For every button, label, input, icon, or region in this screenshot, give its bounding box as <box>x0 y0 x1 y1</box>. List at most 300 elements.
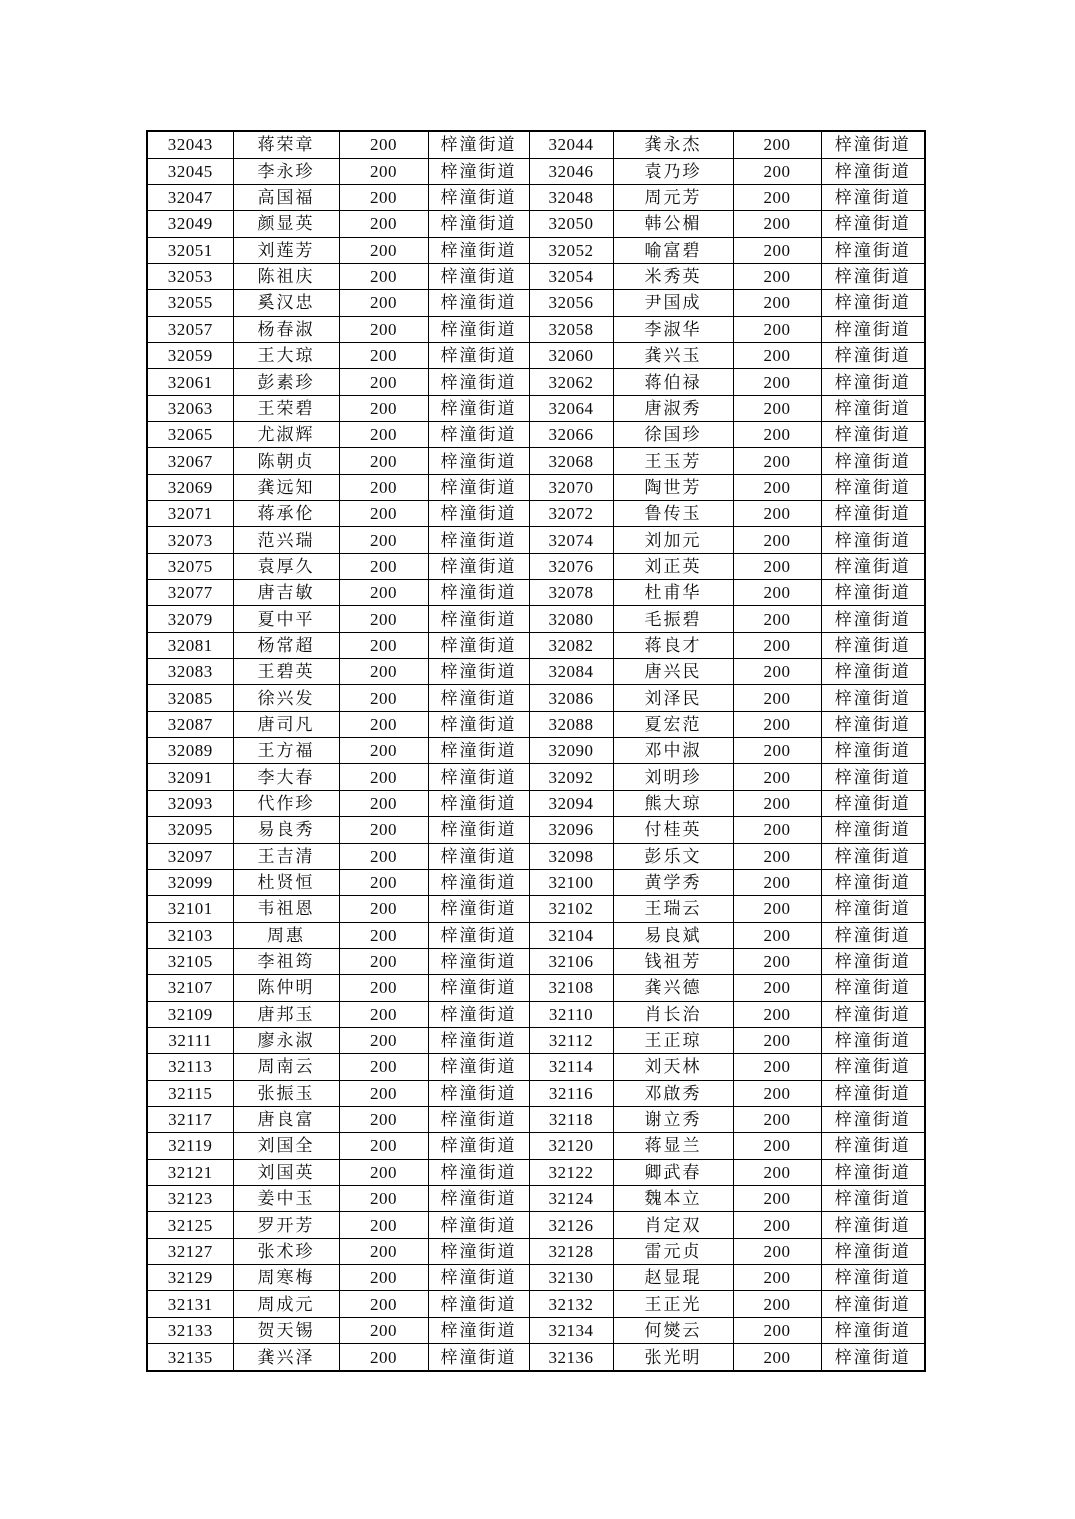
serial-cell: 32066 <box>529 422 613 448</box>
district-cell: 梓潼街道 <box>821 369 925 395</box>
serial-cell: 32062 <box>529 369 613 395</box>
amount-cell: 200 <box>733 1027 821 1053</box>
amount-cell: 200 <box>733 922 821 948</box>
serial-cell: 32116 <box>529 1080 613 1106</box>
amount-cell: 200 <box>339 1080 428 1106</box>
name-cell: 王吉清 <box>233 843 339 869</box>
serial-cell: 32056 <box>529 290 613 316</box>
amount-cell: 200 <box>733 1054 821 1080</box>
district-cell: 梓潼街道 <box>428 580 529 606</box>
serial-cell: 32068 <box>529 448 613 474</box>
serial-cell: 32093 <box>147 790 233 816</box>
amount-cell: 200 <box>339 1133 428 1159</box>
serial-cell: 32112 <box>529 1027 613 1053</box>
name-cell: 王瑞云 <box>613 896 733 922</box>
name-cell: 范兴瑞 <box>233 527 339 553</box>
name-cell: 周元芳 <box>613 184 733 210</box>
district-cell: 梓潼街道 <box>821 211 925 237</box>
amount-cell: 200 <box>339 1185 428 1211</box>
district-cell: 梓潼街道 <box>428 184 529 210</box>
name-cell: 王大琼 <box>233 342 339 368</box>
serial-cell: 32065 <box>147 422 233 448</box>
amount-cell: 200 <box>339 1001 428 1027</box>
table-row <box>147 1291 925 1317</box>
table-row <box>147 474 925 500</box>
name-cell: 李大春 <box>233 764 339 790</box>
serial-cell: 32070 <box>529 474 613 500</box>
name-cell: 米秀英 <box>613 263 733 289</box>
serial-cell: 32102 <box>529 896 613 922</box>
name-cell: 李永珍 <box>233 158 339 184</box>
name-cell: 蒋承伦 <box>233 501 339 527</box>
amount-cell: 200 <box>339 1291 428 1317</box>
name-cell: 钱祖芳 <box>613 948 733 974</box>
serial-cell: 32078 <box>529 580 613 606</box>
amount-cell: 200 <box>339 896 428 922</box>
name-cell: 颜显英 <box>233 211 339 237</box>
amount-cell: 200 <box>733 764 821 790</box>
table-row <box>147 817 925 843</box>
table-row <box>147 1212 925 1238</box>
district-cell: 梓潼街道 <box>821 685 925 711</box>
name-cell: 魏本立 <box>613 1185 733 1211</box>
serial-cell: 32108 <box>529 975 613 1001</box>
amount-cell: 200 <box>339 1106 428 1132</box>
name-cell: 谢立秀 <box>613 1106 733 1132</box>
amount-cell: 200 <box>339 632 428 658</box>
serial-cell: 32044 <box>529 131 613 158</box>
table-row <box>147 395 925 421</box>
serial-cell: 32067 <box>147 448 233 474</box>
amount-cell: 200 <box>339 395 428 421</box>
serial-cell: 32098 <box>529 843 613 869</box>
table-row <box>147 606 925 632</box>
serial-cell: 32103 <box>147 922 233 948</box>
table-row <box>147 527 925 553</box>
table-row <box>147 711 925 737</box>
serial-cell: 32053 <box>147 263 233 289</box>
amount-cell: 200 <box>339 869 428 895</box>
serial-cell: 32122 <box>529 1159 613 1185</box>
serial-cell: 32096 <box>529 817 613 843</box>
amount-cell: 200 <box>733 659 821 685</box>
amount-cell: 200 <box>733 1159 821 1185</box>
serial-cell: 32075 <box>147 553 233 579</box>
name-cell: 龚远知 <box>233 474 339 500</box>
amount-cell: 200 <box>339 474 428 500</box>
serial-cell: 32118 <box>529 1106 613 1132</box>
serial-cell: 32132 <box>529 1291 613 1317</box>
serial-cell: 32072 <box>529 501 613 527</box>
name-cell: 韦祖恩 <box>233 896 339 922</box>
serial-cell: 32101 <box>147 896 233 922</box>
district-cell: 梓潼街道 <box>821 1027 925 1053</box>
name-cell: 王玉芳 <box>613 448 733 474</box>
name-cell: 蒋伯禄 <box>613 369 733 395</box>
district-cell: 梓潼街道 <box>428 131 529 158</box>
district-cell: 梓潼街道 <box>821 1238 925 1264</box>
name-cell: 杨常超 <box>233 632 339 658</box>
name-cell: 陈祖庆 <box>233 263 339 289</box>
table-row <box>147 843 925 869</box>
name-cell: 刘天林 <box>613 1054 733 1080</box>
table-row <box>147 1001 925 1027</box>
name-cell: 唐兴民 <box>613 659 733 685</box>
district-cell: 梓潼街道 <box>428 316 529 342</box>
district-cell: 梓潼街道 <box>821 922 925 948</box>
name-cell: 李祖筠 <box>233 948 339 974</box>
serial-cell: 32090 <box>529 738 613 764</box>
amount-cell: 200 <box>733 975 821 1001</box>
amount-cell: 200 <box>339 342 428 368</box>
serial-cell: 32046 <box>529 158 613 184</box>
name-cell: 邓中淑 <box>613 738 733 764</box>
name-cell: 高国福 <box>233 184 339 210</box>
serial-cell: 32117 <box>147 1106 233 1132</box>
amount-cell: 200 <box>733 869 821 895</box>
district-cell: 梓潼街道 <box>821 764 925 790</box>
serial-cell: 32069 <box>147 474 233 500</box>
table-row <box>147 158 925 184</box>
serial-cell: 32123 <box>147 1185 233 1211</box>
serial-cell: 32104 <box>529 922 613 948</box>
serial-cell: 32131 <box>147 1291 233 1317</box>
name-cell: 周南云 <box>233 1054 339 1080</box>
serial-cell: 32110 <box>529 1001 613 1027</box>
amount-cell: 200 <box>339 501 428 527</box>
district-cell: 梓潼街道 <box>821 316 925 342</box>
name-cell: 龚永杰 <box>613 131 733 158</box>
name-cell: 蒋荣章 <box>233 131 339 158</box>
district-cell: 梓潼街道 <box>821 158 925 184</box>
amount-cell: 200 <box>339 211 428 237</box>
table-row <box>147 1265 925 1291</box>
table-row <box>147 448 925 474</box>
table-row <box>147 131 925 158</box>
amount-cell: 200 <box>339 131 428 158</box>
table-row <box>147 922 925 948</box>
table-row <box>147 580 925 606</box>
table-row <box>147 501 925 527</box>
district-cell: 梓潼街道 <box>821 448 925 474</box>
name-cell: 袁乃珍 <box>613 158 733 184</box>
amount-cell: 200 <box>339 527 428 553</box>
serial-cell: 32111 <box>147 1027 233 1053</box>
serial-cell: 32079 <box>147 606 233 632</box>
district-cell: 梓潼街道 <box>821 1001 925 1027</box>
name-cell: 刘加元 <box>613 527 733 553</box>
amount-cell: 200 <box>339 790 428 816</box>
serial-cell: 32058 <box>529 316 613 342</box>
district-cell: 梓潼街道 <box>428 1106 529 1132</box>
name-cell: 陈仲明 <box>233 975 339 1001</box>
district-cell: 梓潼街道 <box>428 659 529 685</box>
district-cell: 梓潼街道 <box>821 632 925 658</box>
table-row <box>147 685 925 711</box>
table-row <box>147 290 925 316</box>
amount-cell: 200 <box>733 263 821 289</box>
district-cell: 梓潼街道 <box>428 817 529 843</box>
district-cell: 梓潼街道 <box>821 975 925 1001</box>
district-cell: 梓潼街道 <box>428 1159 529 1185</box>
serial-cell: 32106 <box>529 948 613 974</box>
district-cell: 梓潼街道 <box>821 817 925 843</box>
table-row <box>147 869 925 895</box>
serial-cell: 32077 <box>147 580 233 606</box>
serial-cell: 32048 <box>529 184 613 210</box>
serial-cell: 32105 <box>147 948 233 974</box>
district-cell: 梓潼街道 <box>428 553 529 579</box>
serial-cell: 32133 <box>147 1317 233 1343</box>
name-cell: 刘泽民 <box>613 685 733 711</box>
table-row <box>147 263 925 289</box>
serial-cell: 32099 <box>147 869 233 895</box>
district-cell: 梓潼街道 <box>428 1001 529 1027</box>
amount-cell: 200 <box>733 1265 821 1291</box>
district-cell: 梓潼街道 <box>428 474 529 500</box>
roster-table <box>146 130 926 1372</box>
serial-cell: 32060 <box>529 342 613 368</box>
district-cell: 梓潼街道 <box>428 922 529 948</box>
name-cell: 张术珍 <box>233 1238 339 1264</box>
district-cell: 梓潼街道 <box>821 1265 925 1291</box>
district-cell: 梓潼街道 <box>428 1317 529 1343</box>
amount-cell: 200 <box>733 738 821 764</box>
amount-cell: 200 <box>733 237 821 263</box>
district-cell: 梓潼街道 <box>428 1185 529 1211</box>
amount-cell: 200 <box>339 1317 428 1343</box>
district-cell: 梓潼街道 <box>428 896 529 922</box>
amount-cell: 200 <box>339 1238 428 1264</box>
name-cell: 刘国英 <box>233 1159 339 1185</box>
amount-cell: 200 <box>339 764 428 790</box>
serial-cell: 32076 <box>529 553 613 579</box>
name-cell: 唐淑秀 <box>613 395 733 421</box>
district-cell: 梓潼街道 <box>821 1054 925 1080</box>
district-cell: 梓潼街道 <box>428 422 529 448</box>
district-cell: 梓潼街道 <box>821 606 925 632</box>
amount-cell: 200 <box>339 1159 428 1185</box>
district-cell: 梓潼街道 <box>821 131 925 158</box>
name-cell: 杜甫华 <box>613 580 733 606</box>
amount-cell: 200 <box>733 1344 821 1371</box>
district-cell: 梓潼街道 <box>821 1106 925 1132</box>
serial-cell: 32063 <box>147 395 233 421</box>
name-cell: 周惠 <box>233 922 339 948</box>
serial-cell: 32128 <box>529 1238 613 1264</box>
amount-cell: 200 <box>339 158 428 184</box>
district-cell: 梓潼街道 <box>428 790 529 816</box>
district-cell: 梓潼街道 <box>821 342 925 368</box>
serial-cell: 32086 <box>529 685 613 711</box>
amount-cell: 200 <box>733 290 821 316</box>
amount-cell: 200 <box>733 553 821 579</box>
table-row <box>147 790 925 816</box>
name-cell: 鲁传玉 <box>613 501 733 527</box>
table-row <box>147 1133 925 1159</box>
district-cell: 梓潼街道 <box>428 685 529 711</box>
serial-cell: 32136 <box>529 1344 613 1371</box>
district-cell: 梓潼街道 <box>821 184 925 210</box>
serial-cell: 32092 <box>529 764 613 790</box>
name-cell: 张光明 <box>613 1344 733 1371</box>
district-cell: 梓潼街道 <box>428 632 529 658</box>
serial-cell: 32052 <box>529 237 613 263</box>
serial-cell: 32087 <box>147 711 233 737</box>
serial-cell: 32089 <box>147 738 233 764</box>
name-cell: 刘莲芳 <box>233 237 339 263</box>
amount-cell: 200 <box>733 211 821 237</box>
name-cell: 王碧英 <box>233 659 339 685</box>
amount-cell: 200 <box>339 369 428 395</box>
name-cell: 龚兴德 <box>613 975 733 1001</box>
amount-cell: 200 <box>733 1001 821 1027</box>
serial-cell: 32100 <box>529 869 613 895</box>
table-row <box>147 1080 925 1106</box>
serial-cell: 32119 <box>147 1133 233 1159</box>
name-cell: 奚汉忠 <box>233 290 339 316</box>
district-cell: 梓潼街道 <box>428 948 529 974</box>
district-cell: 梓潼街道 <box>821 501 925 527</box>
district-cell: 梓潼街道 <box>428 263 529 289</box>
district-cell: 梓潼街道 <box>821 659 925 685</box>
district-cell: 梓潼街道 <box>428 1291 529 1317</box>
district-cell: 梓潼街道 <box>821 290 925 316</box>
name-cell: 陈朝贞 <box>233 448 339 474</box>
name-cell: 毛振碧 <box>613 606 733 632</box>
amount-cell: 200 <box>339 290 428 316</box>
amount-cell: 200 <box>733 1106 821 1132</box>
amount-cell: 200 <box>339 1344 428 1371</box>
district-cell: 梓潼街道 <box>428 1265 529 1291</box>
table-row <box>147 659 925 685</box>
serial-cell: 32127 <box>147 1238 233 1264</box>
amount-cell: 200 <box>339 448 428 474</box>
roster-table-body <box>147 131 925 1371</box>
table-row <box>147 553 925 579</box>
district-cell: 梓潼街道 <box>821 395 925 421</box>
amount-cell: 200 <box>733 632 821 658</box>
district-cell: 梓潼街道 <box>428 342 529 368</box>
serial-cell: 32094 <box>529 790 613 816</box>
table-row <box>147 948 925 974</box>
name-cell: 易良斌 <box>613 922 733 948</box>
district-cell: 梓潼街道 <box>821 422 925 448</box>
name-cell: 何爕云 <box>613 1317 733 1343</box>
district-cell: 梓潼街道 <box>428 158 529 184</box>
serial-cell: 32082 <box>529 632 613 658</box>
serial-cell: 32091 <box>147 764 233 790</box>
table-row <box>147 237 925 263</box>
name-cell: 唐司凡 <box>233 711 339 737</box>
amount-cell: 200 <box>733 896 821 922</box>
amount-cell: 200 <box>339 948 428 974</box>
amount-cell: 200 <box>339 738 428 764</box>
table-row <box>147 316 925 342</box>
name-cell: 刘国全 <box>233 1133 339 1159</box>
amount-cell: 200 <box>339 606 428 632</box>
name-cell: 代作珍 <box>233 790 339 816</box>
table-row <box>147 632 925 658</box>
district-cell: 梓潼街道 <box>428 711 529 737</box>
district-cell: 梓潼街道 <box>428 869 529 895</box>
district-cell: 梓潼街道 <box>821 738 925 764</box>
name-cell: 熊大琼 <box>613 790 733 816</box>
amount-cell: 200 <box>339 422 428 448</box>
amount-cell: 200 <box>339 817 428 843</box>
table-row <box>147 1317 925 1343</box>
district-cell: 梓潼街道 <box>428 764 529 790</box>
serial-cell: 32080 <box>529 606 613 632</box>
table-row <box>147 1159 925 1185</box>
amount-cell: 200 <box>733 606 821 632</box>
serial-cell: 32083 <box>147 659 233 685</box>
serial-cell: 32057 <box>147 316 233 342</box>
name-cell: 喻富碧 <box>613 237 733 263</box>
district-cell: 梓潼街道 <box>821 553 925 579</box>
amount-cell: 200 <box>733 817 821 843</box>
serial-cell: 32055 <box>147 290 233 316</box>
amount-cell: 200 <box>339 659 428 685</box>
serial-cell: 32059 <box>147 342 233 368</box>
name-cell: 周寒梅 <box>233 1265 339 1291</box>
table-row <box>147 1054 925 1080</box>
district-cell: 梓潼街道 <box>821 790 925 816</box>
serial-cell: 32129 <box>147 1265 233 1291</box>
amount-cell: 200 <box>733 501 821 527</box>
amount-cell: 200 <box>733 711 821 737</box>
serial-cell: 32073 <box>147 527 233 553</box>
serial-cell: 32134 <box>529 1317 613 1343</box>
name-cell: 肖长治 <box>613 1001 733 1027</box>
table-row <box>147 1344 925 1371</box>
name-cell: 彭素珍 <box>233 369 339 395</box>
district-cell: 梓潼街道 <box>428 395 529 421</box>
district-cell: 梓潼街道 <box>428 448 529 474</box>
amount-cell: 200 <box>339 580 428 606</box>
name-cell: 赵显琨 <box>613 1265 733 1291</box>
amount-cell: 200 <box>733 448 821 474</box>
amount-cell: 200 <box>733 1133 821 1159</box>
name-cell: 杜贤恒 <box>233 869 339 895</box>
serial-cell: 32047 <box>147 184 233 210</box>
serial-cell: 32081 <box>147 632 233 658</box>
district-cell: 梓潼街道 <box>821 1344 925 1371</box>
serial-cell: 32064 <box>529 395 613 421</box>
serial-cell: 32043 <box>147 131 233 158</box>
district-cell: 梓潼街道 <box>428 290 529 316</box>
amount-cell: 200 <box>339 711 428 737</box>
district-cell: 梓潼街道 <box>428 843 529 869</box>
serial-cell: 32130 <box>529 1265 613 1291</box>
serial-cell: 32095 <box>147 817 233 843</box>
district-cell: 梓潼街道 <box>821 869 925 895</box>
amount-cell: 200 <box>339 975 428 1001</box>
name-cell: 袁厚久 <box>233 553 339 579</box>
table-row <box>147 1106 925 1132</box>
table-row <box>147 896 925 922</box>
district-cell: 梓潼街道 <box>428 975 529 1001</box>
district-cell: 梓潼街道 <box>821 896 925 922</box>
table-row <box>147 1185 925 1211</box>
table-row <box>147 211 925 237</box>
amount-cell: 200 <box>733 948 821 974</box>
serial-cell: 32113 <box>147 1054 233 1080</box>
name-cell: 徐兴发 <box>233 685 339 711</box>
district-cell: 梓潼街道 <box>428 211 529 237</box>
name-cell: 付桂英 <box>613 817 733 843</box>
district-cell: 梓潼街道 <box>428 1133 529 1159</box>
